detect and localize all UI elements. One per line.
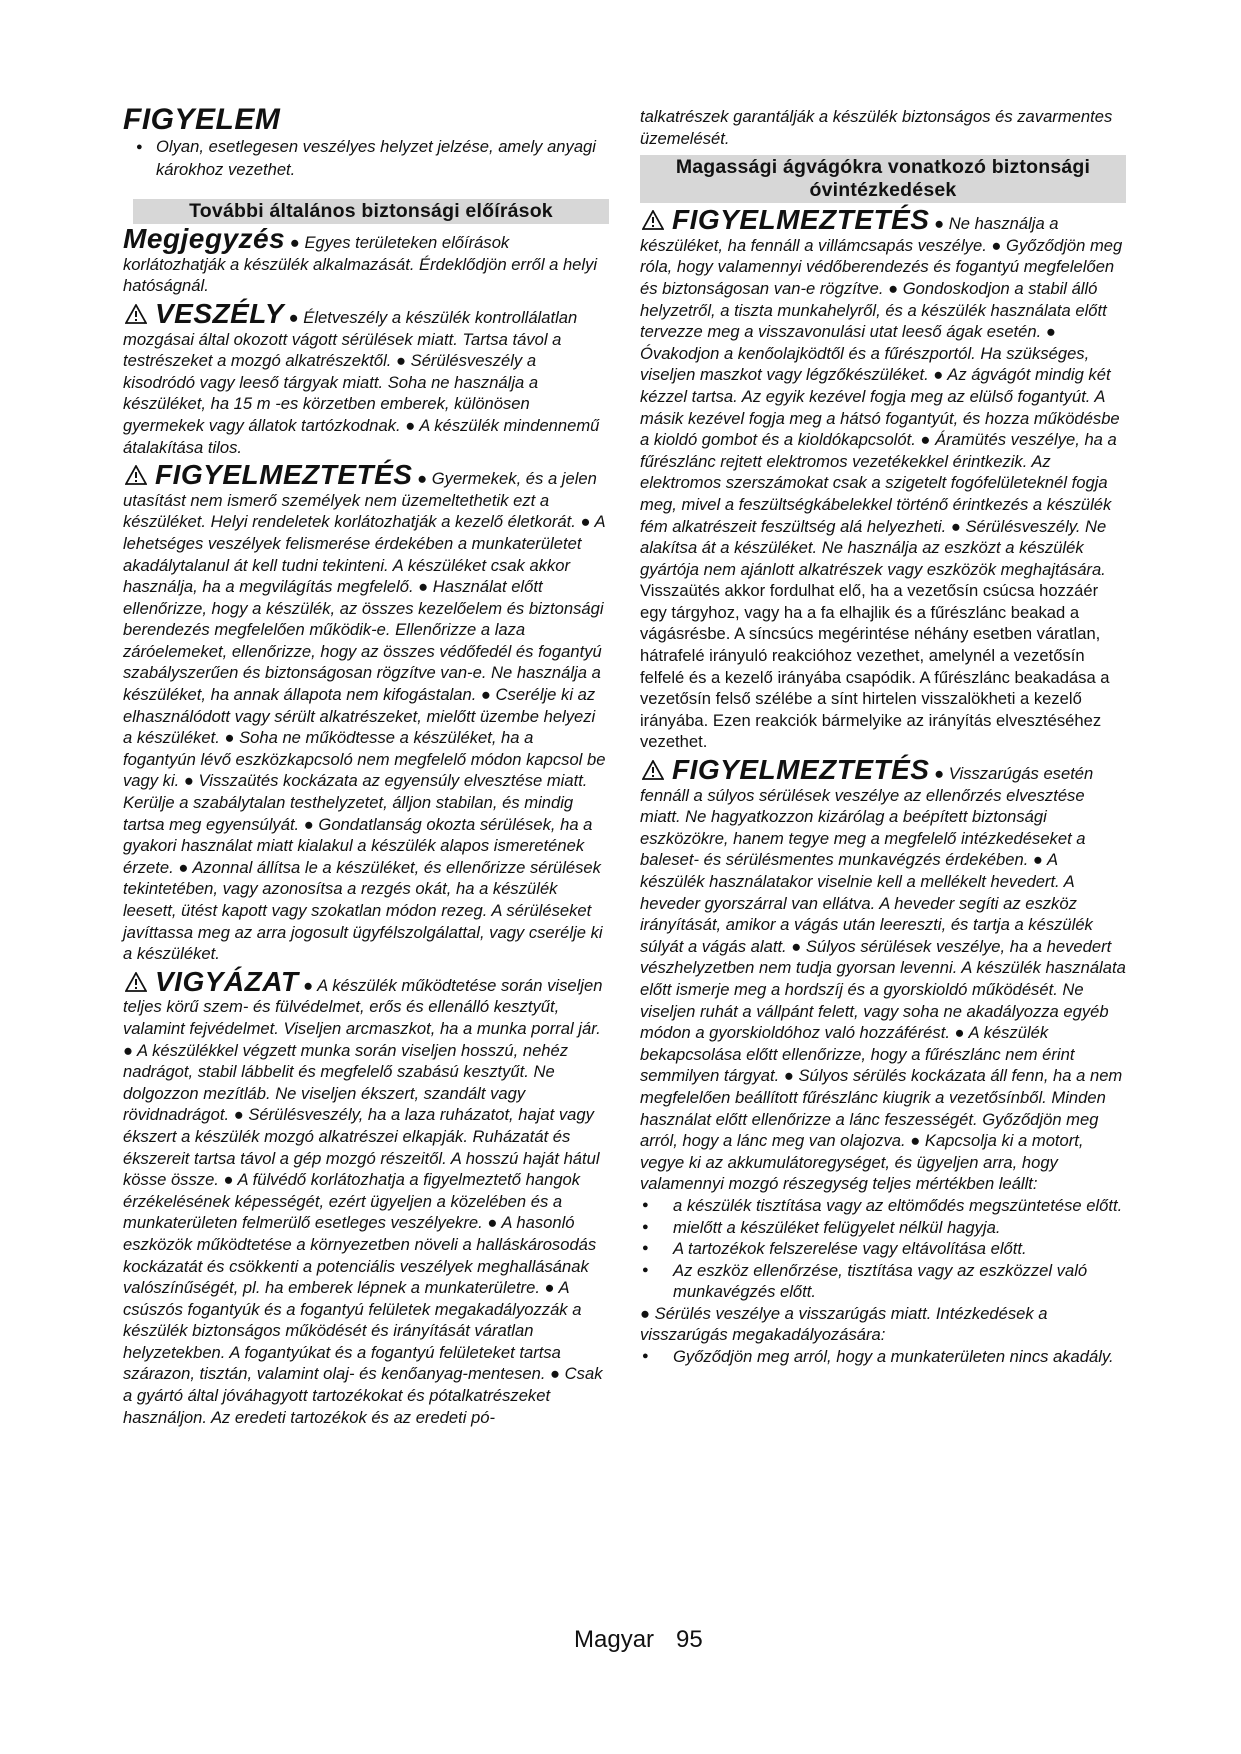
megjegyzes-paragraph: Megjegyzés ● Egyes területeken előírások korlátozhatják a készülék alkalmazását. Érdeklődjön erről a helyi hatóságnál. bbox=[123, 223, 598, 296]
list-item: ● a készülék tisztítása vagy az eltömődés megszüntetése előtt. bbox=[642, 1195, 1123, 1215]
section-title-general: További általános biztonsági előírások bbox=[133, 199, 609, 224]
warning-triangle-icon bbox=[125, 304, 147, 324]
figyelmeztetes-1-keyword: FIGYELMEZTETÉS bbox=[672, 204, 930, 236]
list-item: ● A tartozékok felszerelése vagy eltávolítása előtt. bbox=[642, 1239, 1027, 1259]
kickback-measures: ● Sérülés veszélye a visszarúgás miatt. Intézkedések a visszarúgás megakadályozására: bbox=[640, 1303, 1048, 1345]
figyelmeztetes-1-text: Ne használja a készüléket, ha fennáll a villámcsapás veszélye. ● Győződjön meg róla, hogy valamennyi védőberendezés és fogantyú megfelelően és biztonságosan van-e rögzítve. ● Gondoskodjon a stabil álló helyzetről, a tiszta munkahelyről, és a készülék használata előtt tervezze meg a visszavonulási utat leeső ágak esetén. ● Óvakodjon a kenőolajködtől és a fűrészportól. Ha szükséges, viseljen maszkot vagy légzőkészüléket. ● Az ágvágót mindig két kézzel tartsa. Az egyik kezével fogja meg az elülső fogantyút. A másik kezével fogja meg a hátsó fogantyút, és hozza működésbe a kioldó gombot és a kioldókapcsolót. ● Áramütés veszélye, ha a fűrészlánc rejtett elektromos vezetékekkel érintkezik. Az elektromos szerszámokat csak a szigetelt fogófelületeknél fogja meg, mivel a feszültségkábelekkel történő érintkezés a készülék fém alkatrészeit feszültség alá helyezheti. ● Sérülésveszély. Ne alakítsa át a készüléket. Ne használja az eszközt a készülék gyártója nem ajánlott alkatrészek vagy eszközök meghajtására. bbox=[640, 214, 1123, 579]
megjegyzes-keyword: Megjegyzés bbox=[123, 223, 286, 255]
vigyazat-text: A készülék működtetése során viseljen teljes körű szem- és fülvédelmet, erős és ellenálló kesztyűt, valamint fejvédelmet. Viseljen arcmaszkot, ha a munka porral jár. ● A készülékkel végzett munka során viseljen hosszú, nehéz nadrágot, stabil lábbelit és megfelelő szabású kesztyűt. Ne dolgozzon mezítláb. Ne viseljen ékszert, szandált vagy rövidnadrágot. ● Sérülésveszély, ha a laza ruházatot, hajat vagy ékszert a készülék mozgó alkatrészei elkapják. Ruházatát és ékszereit tartsa távol a gép mozgó részeitől. A hosszú haját hátul kösse össze. ● A fülvédő korlátozhatja a figyelmeztető hangok érzékelésének képességét, ezért ügyeljen a közelében és a munkaterületen felmerülő esetleges veszélyekre. ● A hasonló eszközök működtetése a környezetben növeli a halláskárosodás kockázatát és csökkenti a potenciális veszélyek meghallásának valószínűségét, pl. ha emberek lépnek a munkaterületre. ● A csúszós fogantyúk és a fogantyú felületek megakadályozzák a készülék biztonságos működését és irányítását váratlan helyzetekben. A fogantyúkat és a fogantyú felületeket tartsa szárazon, tisztán, valamint olaj- és kenőanyag-mentesen. ● Csak a gyártó által jóváhagyott tartozékokat és pótalkatrészeket használjon. Az eredeti tartozékok és az eredeti pó- bbox=[123, 975, 603, 1427]
warning-triangle-icon bbox=[125, 465, 147, 485]
page-number: 95 bbox=[676, 1626, 703, 1653]
right-column bbox=[640, 106, 1126, 1368]
warning-triangle-icon bbox=[642, 760, 664, 780]
figyelmeztetes-paragraph: FIGYELMEZTETÉS ● Gyermekek, és a jelen utasítást nem ismerő személyek nem üzemeltethetik ezt a készüléket. Helyi rendeletek korlátozhatják a kezelő életkorát. ● A lehetséges veszélyek felismerése érdekében a munkaterületet akadálytalanul át kell tudni tekinteni. A készüléket csak akkor használja, ha a megvilágítás megfelelő. ● Használat előtt ellenőrizze, hogy a készülék, az összes kezelőelem és biztonsági berendezés megfelelően működik-e. Ellenőrizze a laza záróelemeket, ellenőrizze, hogy az összes védőfedél és fogantyú szabályszerűen és biztonságosan rögzítve van-e. Ne használja a készüléket, ha annak állapota nem kifogástalan. ● Cserélje ki az elhasználódott vagy sérült alkatrészeket, mielőtt üzembe helyezi a készüléket. ● Soha ne működtesse a készüléket, ha a fogantyún lévő eszközkapcsoló nem megfelelő módon kapcsol be vagy ki. ● Visszaütés kockázata az egyensúly elvesztése miatt. Kerülje a szabálytalan testhelyzetet, álljon stabilan, és mindig tartsa meg egyensúlyát. ● Gondatlanság okozta sérülések, ha a gyakori használat miatt kialakul a készülék alapos ismeretének érzete. ● Azonnal állítsa le a készüléket, és ellenőrizze sérülések tekintetében, vagy azonosítsa a rezgés okát, ha a készülék leesett, ütést kapott vagy szokatlan módon rezeg. A sérüléseket javíttassa meg az arra jogosult ügyfélszolgálattal, vagy cserélje ki a készüléket. bbox=[123, 459, 606, 964]
figyelmeztetes-keyword: FIGYELMEZTETÉS bbox=[155, 459, 413, 491]
figyelmeztetes-2-keyword: FIGYELMEZTETÉS bbox=[672, 754, 930, 786]
kickback-paragraph: Visszaütés akkor fordulhat elő, ha a vezetősín csúcsa hozzáér egy tárgyhoz, vagy ha a fa elhajlik és a fűrészlánc beakad a vágásrésbe. A síncsúcs megérintése néhány esetben váratlan, hátrafelé irányuló reakcióhoz vezethet, amelynél a vezetősín felfelé és a kezelő irányába csapódik. A fűrészlánc beakadása a vezetősín felső szélébe a sínt hirtelen visszalökheti a kezelő irányába. Ezen reakciók bármelyike az irányítás elvesztéséhez vezethet. bbox=[640, 581, 1110, 752]
figyelmeztetes-2-text: Visszarúgás esetén fennáll a súlyos sérülések veszélye az ellenőrzés elvesztése miatt. Ne hagyatkozzon kizárólag a beépített biztonsági eszközökre, hanem tegye meg a megfelelő intézkedéseket a baleset- és sérülésmentes munkavégzés érdekében. ● A készülék használatakor viselnie kell a mellékelt hevedert. A heveder gyorszárral van ellátva. A heveder segíti az eszköz irányítását, amikor a vágás után leereszti, és tartja a készülék súlyát a vágás alatt. ● Súlyos sérülések veszélye, ha a hevedert vészhelyzetben nem tudja gyorsan levenni. A készülék használata előtt ismerje meg a hordszíj és a gyorskioldó működését. Ne viseljen ruhát a vállpánt felett, vagy soha ne akadályozza egyéb módon a gyorskioldóhoz való hozzáférést. ● A készülék bekapcsolása előtt ellenőrizze, hogy a fűrészlánc nem érint semmilyen tárgyat. ● Súlyos sérülés kockázata áll fenn, ha a nem megfelelően beállított fűrészlánc kiugrik a vezetősínből. Minden használat előtt ellenőrizze a lánc feszességét. Győződjön meg arról, hogy a lánc meg van olajozva. ● Kapcsolja ki a motort, vegye ki az akkumulátoregységet, és ügyeljen arra, hogy valamennyi mozgó részegység teljes mértékben leállt: bbox=[640, 764, 1126, 1194]
list-item: ● mielőtt a készüléket felügyelet nélkül hagyja. bbox=[642, 1217, 1001, 1237]
warning-triangle-icon bbox=[642, 210, 664, 230]
list-item: ● Az eszköz ellenőrzése, tisztítása vagy az eszközzel való munkavégzés előtt. bbox=[642, 1260, 1088, 1302]
left-column bbox=[123, 104, 609, 1428]
continued-text: talkatrészek garantálják a készülék biztonságos és zavarmentes üzemelését. bbox=[640, 107, 1113, 148]
veszely-keyword: VESZÉLY bbox=[155, 297, 285, 329]
footer-language: Magyar bbox=[574, 1626, 655, 1653]
vigyazat-keyword: VIGYÁZAT bbox=[155, 965, 299, 997]
veszely-paragraph: VESZÉLY ● Életveszély a készülék kontrollálatlan mozgásai által okozott vágott sérülések miatt. Tartsa távol a testrészeket a mozgó alkatrészektől. ● Sérülésveszély a kisodródó vagy leeső tárgyak miatt. Soha ne használja a készüléket, ha 15 m -es körzetben emberek, különösen gyermekek vagy állatok tartózkodnak. ● A készülék mindennemű átalakítása tilos. bbox=[123, 297, 600, 457]
page-footer bbox=[574, 1626, 725, 1654]
figyelmeztetes-1-paragraph: FIGYELMEZTETÉS ● Ne használja a készüléket, ha fennáll a villámcsapás veszélye. ● Győződjön meg róla, hogy valamennyi védőberendezés és fogantyú megfelelően és biztonságosan van-e rögzítve. ● Gondoskodjon a stabil álló helyzetről, a tiszta munkahelyről, és a készülék használata előtt tervezze meg a visszavonulási utat leeső ágak esetén. ● Óvakodjon a kenőolajködtől és a fűrészportól. Ha szükséges, viseljen maszkot vagy légzőkészüléket. ● Az ágvágót mindig két kézzel tartsa. Az egyik kezével fogja meg az elülső fogantyút. A másik kezével fogja meg a hátsó fogantyút, és hozza működésbe a kioldó gombot és a kioldókapcsolót. ● Áramütés veszélye, ha a fűrészlánc rejtett elektromos vezetékekkel érintkezik. Az elektromos szerszámokat csak a szigetelt fogófelületeknél fogja meg, mivel a feszültségkábelekkel történő érintkezés a készülék fém alkatrészeit feszültség alá helyezheti. ● Sérülésveszély. Ne alakítsa át a készüléket. Ne használja az eszközt a készülék gyártója nem ajánlott alkatrészek vagy eszközök meghajtására. bbox=[640, 204, 1123, 579]
list-item: ● Győződjön meg arról, hogy a munkaterületen nincs akadály. bbox=[642, 1347, 1114, 1367]
figyelmeztetes-text: Gyermekek, és a jelen utasítást nem ismerő személyek nem üzemeltethetik ezt a készüléket. Helyi rendeletek korlátozhatják a kezelő életkorát. ● A lehetséges veszélyek felismerése érdekében a munkaterületet akadálytalanul át kell tudni tekinteni. A készüléket csak akkor használja, ha a megvilágítás megfelelő. ● Használat előtt ellenőrizze, hogy a készülék, az összes kezelőelem és biztonsági berendezés megfelelően működik-e. Ellenőrizze a laza záróelemeket, ellenőrizze, hogy az összes védőfedél és fogantyú szabályszerűen és biztonságosan rögzítve van-e. Ne használja a készüléket, ha annak állapota nem kifogástalan. ● Cserélje ki az elhasználódott vagy sérült alkatrészeket, mielőtt üzembe helyezi a készüléket. ● Soha ne működtesse a készüléket, ha a fogantyún lévő eszközkapcsoló nem megfelelő módon kapcsol be vagy ki. ● Visszaütés kockázata az egyensúly elvesztése miatt. Kerülje a szabálytalan testhelyzetet, álljon stabilan, és mindig tartsa meg egyensúlyát. ● Gondatlanság okozta sérülések, ha a gyakori használat miatt kialakul a készülék alapos ismeretének érzete. ● Azonnal állítsa le a készüléket, és ellenőrizze sérülések tekintetében, vagy azonosítsa a rezgés okát, ha a készülék leesett, ütést kapott vagy szokatlan módon rezeg. A sérüléseket javíttassa meg az arra jogosult ügyfélszolgálattal, vagy cserélje ki a készüléket. bbox=[123, 469, 606, 964]
warning-triangle-icon bbox=[125, 972, 147, 992]
figyelem-bullet: ● Olyan, esetlegesen veszélyes helyzet jelzése, amely anyagi károkhoz vezethet. bbox=[123, 136, 609, 180]
megjegyzes-text: Egyes területeken előírások korlátozhatják a készülék alkalmazását. Érdeklődjön erről a helyi hatóságnál. bbox=[123, 233, 598, 296]
veszely-text: Életveszély a készülék kontrollálatlan mozgásai által okozott vágott sérülések miatt. Tartsa távol a testrészeket a mozgó alkatrészektől. ● Sérülésveszély a kisodródó vagy leeső tárgyak miatt. Soha ne használja a készüléket, ha 15 m -es körzetben emberek, különösen gyermekek vagy állatok tartózkodnak. ● A készülék mindennemű átalakítása tilos. bbox=[123, 307, 600, 457]
vigyazat-paragraph: VIGYÁZAT ● A készülék működtetése során viseljen teljes körű szem- és fülvédelmet, erős és ellenálló kesztyűt, valamint fejvédelmet. Viseljen arcmaszkot, ha a munka porral jár. ● A készülékkel végzett munka során viseljen hosszú, nehéz nadrágot, stabil lábbelit és megfelelő szabású kesztyűt. Ne dolgozzon mezítláb. Ne viseljen ékszert, szandált vagy rövidnadrágot. ● Sérülésveszély, ha a laza ruházatot, hajat vagy ékszert a készülék mozgó alkatrészei elkapják. Ruházatát és ékszereit tartsa távol a gép mozgó részeitől. A hosszú haját hátul kösse össze. ● A fülvédő korlátozhatja a figyelmeztető hangok érzékelésének képességét, ezért ügyeljen a közelében és a munkaterületen felmerülő esetleges veszélyekre. ● A hasonló eszközök működtetése a környezetben növeli a halláskárosodás kockázatát és csökkenti a potenciális veszélyek meghallásának valószínűségét, pl. ha emberek lépnek a munkaterületre. ● A csúszós fogantyúk és a fogantyú felületek megakadályozzák a készülék biztonságos működését és irányítását váratlan helyzetekben. A fogantyúkat és a fogantyú felületeket tartsa szárazon, tisztán, valamint olaj- és kenőanyag-mentesen. ● Csak a gyártó által jóváhagyott tartozékokat és pótalkatrészeket használjon. Az eredeti tartozékok és az eredeti pó- bbox=[123, 965, 603, 1427]
figyelmeztetes-2-paragraph: FIGYELMEZTETÉS ● Visszarúgás esetén fennáll a súlyos sérülések veszélye az ellenőrzés elvesztése miatt. Ne hagyatkozzon kizárólag a beépített biztonsági eszközökre, hanem tegye meg a megfelelő intézkedéseket a baleset- és sérülésmentes munkavégzés érdekében. ● A készülék használatakor viselnie kell a mellékelt hevedert. A heveder gyorszárral van ellátva. A heveder segíti az eszköz irányítását, amikor a vágás után leereszti, és tartja a készülék súlyát a vágás alatt. ● Súlyos sérülések veszélye, ha a hevedert vészhelyzetben nem tudja gyorsan levenni. A készülék használata előtt ismerje meg a hordszíj és a gyorskioldó működését. Ne viseljen ruhát a vállpánt felett, vagy soha ne akadályozza egyéb módon a gyorskioldóhoz való hozzáférést. ● A készülék bekapcsolása előtt ellenőrizze, hogy a fűrészlánc nem érint semmilyen tárgyat. ● Súlyos sérülés kockázata áll fenn, ha a nem megfelelően beállított fűrészlánc kiugrik a vezetősínből. Minden használat előtt ellenőrizze a lánc feszességét. Győződjön meg arról, hogy a lánc meg van olajozva. ● Kapcsolja ki a motort, vegye ki az akkumulátoregységet, és ügyeljen arra, hogy valamennyi mozgó részegység teljes mértékben leállt: bbox=[640, 754, 1126, 1194]
section-title-pole-pruner: Magassági ágvágókra vonatkozó biztonsági óvintézkedések bbox=[640, 155, 1126, 203]
figyelem-heading: FIGYELEM bbox=[123, 103, 281, 136]
